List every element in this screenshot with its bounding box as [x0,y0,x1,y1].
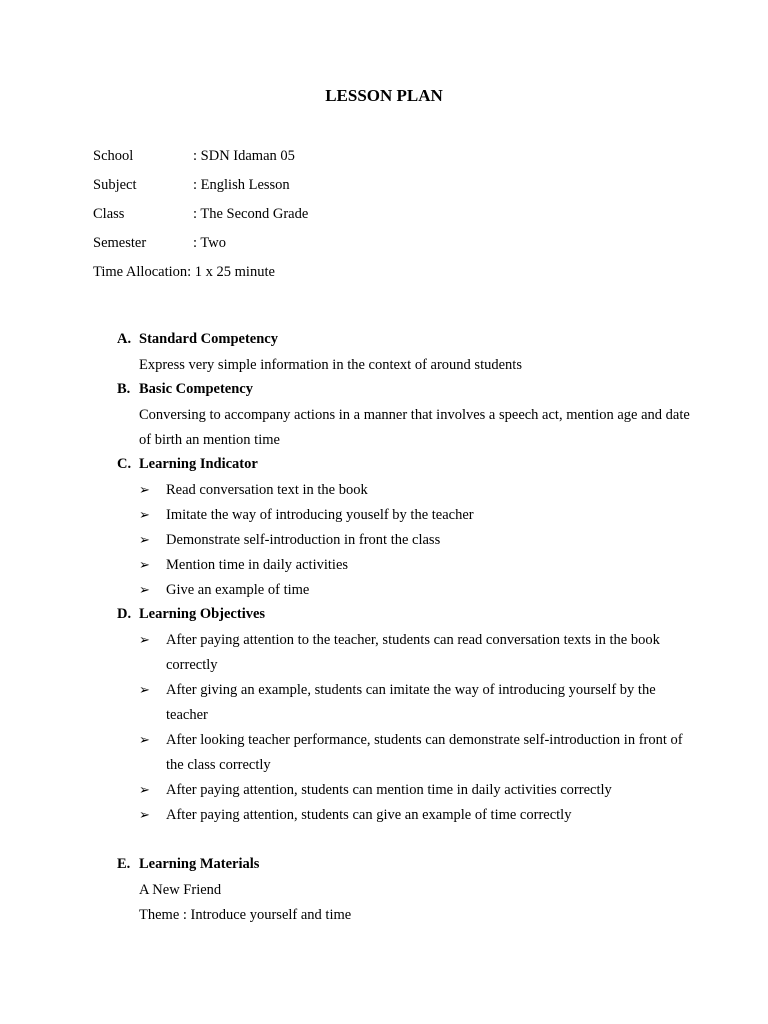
list-item-text: After paying attention, students can give an example of time correctly [166,807,572,823]
info-value: : English Lesson [193,177,290,193]
arrow-bullet-icon: ➢ [139,633,150,648]
list-item [139,503,697,528]
list-item [139,628,697,678]
materials-line: A New Friend [139,882,222,898]
section-heading-learning-indicator [117,453,697,478]
info-value: : SDN Idaman 05 [193,148,295,164]
arrow-bullet-icon: ➢ [139,783,150,798]
arrow-bullet-icon: ➢ [139,808,150,823]
section-text: Express very simple information in the context of around students [139,357,522,373]
section-heading-learning-materials [117,853,697,878]
section-letter: C. [117,456,132,472]
section-letter: B. [117,381,131,397]
section-title: Standard Competency [139,331,278,347]
info-value: : Two [193,235,226,251]
info-label: Class [93,206,125,222]
page-title: LESSON PLAN [325,86,443,105]
section-letter: E. [117,856,131,872]
list-item-text: After giving an example, students can imitate the way of introducing yourself by the teacher [166,682,656,723]
section-heading-basic-competency [117,378,697,403]
section-letter: A. [117,331,132,347]
arrow-bullet-icon: ➢ [139,733,150,748]
info-label: Semester [93,235,147,251]
info-row-class [93,204,308,233]
arrow-bullet-icon: ➢ [139,683,150,698]
list-item-text: After paying attention, students can mention time in daily activities correctly [166,782,612,798]
list-item-text: After looking teacher performance, students can demonstrate self-introduction in front of the class correctly [166,732,683,773]
section-heading-learning-objectives [117,603,697,628]
list-item-text: Give an example of time [166,582,310,598]
list-item [139,678,697,728]
list-item [139,578,697,603]
list-item [139,803,697,828]
lesson-info [93,146,308,291]
list-item-text: After paying attention to the teacher, students can read conversation texts in the book correctly [166,632,660,673]
arrow-bullet-icon: ➢ [139,533,150,548]
section-title: Basic Competency [139,381,253,397]
list-item [139,778,697,803]
section-title: Learning Materials [139,856,260,872]
info-row-semester [93,233,308,262]
list-item-text: Mention time in daily activities [166,557,349,573]
section-letter: D. [117,606,132,622]
section-heading-standard-competency [117,328,697,353]
list-item [139,728,697,778]
list-item-text: Demonstrate self-introduction in front the class [166,532,441,548]
info-label: Subject [93,177,137,193]
info-row-time-allocation: Time Allocation: 1 x 25 minute [93,264,275,280]
materials-line: Theme : Introduce yourself and time [139,907,352,923]
objectives-list [139,628,697,828]
arrow-bullet-icon: ➢ [139,583,150,598]
info-row-school [93,146,308,175]
section-text: Conversing to accompany actions in a manner that involves a speech act, mention age and date of birth an mention time [139,407,690,448]
arrow-bullet-icon: ➢ [139,483,150,498]
section-title: Learning Indicator [139,456,258,472]
arrow-bullet-icon: ➢ [139,558,150,573]
section-title: Learning Objectives [139,606,266,622]
list-item-text: Imitate the way of introducing youself by the teacher [166,507,474,523]
indicator-list [139,478,697,603]
list-item-text: Read conversation text in the book [166,482,368,498]
list-item [139,553,697,578]
info-value: : The Second Grade [193,206,309,222]
list-item [139,528,697,553]
info-row-subject [93,175,308,204]
info-label: School [93,148,134,164]
arrow-bullet-icon: ➢ [139,508,150,523]
list-item [139,478,697,503]
lesson-sections [117,328,697,928]
